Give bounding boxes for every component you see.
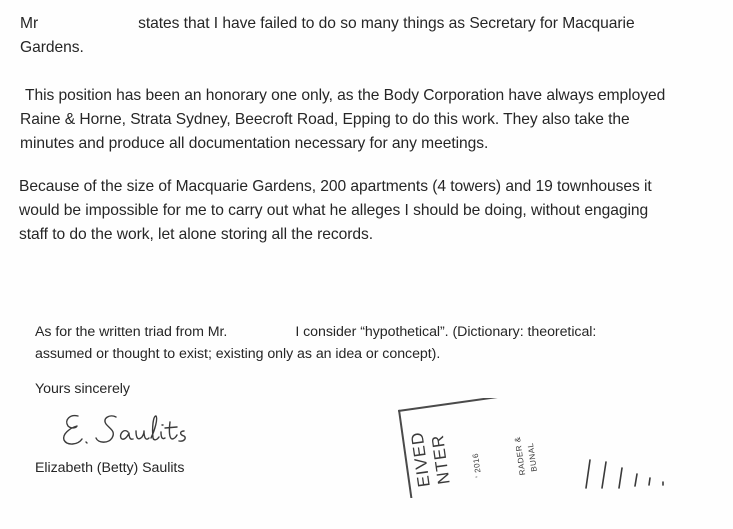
stamp-frame [398,398,568,498]
signature-drawing [58,408,218,450]
closing: Yours sincerely [35,381,130,397]
honorary-line-3: minutes and produce all documentation necessary for any meetings. [20,135,489,152]
honorary-line-2: Raine & Horne, Strata Sydney, Beecroft Road, Epping to do this work. They also take the [20,111,630,128]
tick-marks-drawing [580,452,700,492]
hypothetical-text: I consider “hypothetical”. (Dictionary: theoretical: [295,324,597,340]
stamp-tick-marks [580,452,700,492]
stamp-org-line-1: RADER & [512,435,528,476]
paragraph-size [19,175,652,247]
hypothetical-line-2: assumed or thought to exist; existing only as an idea or concept). [35,346,441,362]
size-line-2: would be impossible for me to carry out what he alleges I should be doing, without engaging [19,202,649,219]
received-stamp [378,398,568,498]
triad-text: As for the written triad from Mr. [35,324,228,340]
handwritten-signature [58,408,218,455]
paragraph-claims-line-1 [20,12,635,36]
paragraph-honorary-position [20,84,665,156]
claims-text: states that I have failed to do so many things as Secretary for Macquarie [138,15,635,32]
salutation-mr: Mr [20,15,39,32]
paragraph-claims-line-2: Gardens. [20,39,84,56]
signer-name: Elizabeth (Betty) Saulits [35,460,185,476]
paragraph-claims [20,12,635,60]
honorary-line-1: This position has been an honorary one only, as the Body Corporation have always employed [25,87,666,104]
paragraph-hypothetical [35,321,596,365]
stamp-org-line-2: BUNAL [525,442,539,473]
size-line-3: staff to do the work, let alone storing all the records. [19,226,374,243]
stamp-center-text: NTER [427,433,454,486]
hypothetical-line-1 [35,321,596,343]
size-line-1: Because of the size of Macquarie Gardens, 200 apartments (4 towers) and 19 townhouses it [19,178,652,195]
stamp-received-text: EIVED [407,430,434,489]
stamp-date-text: ' 2016 [470,452,484,479]
